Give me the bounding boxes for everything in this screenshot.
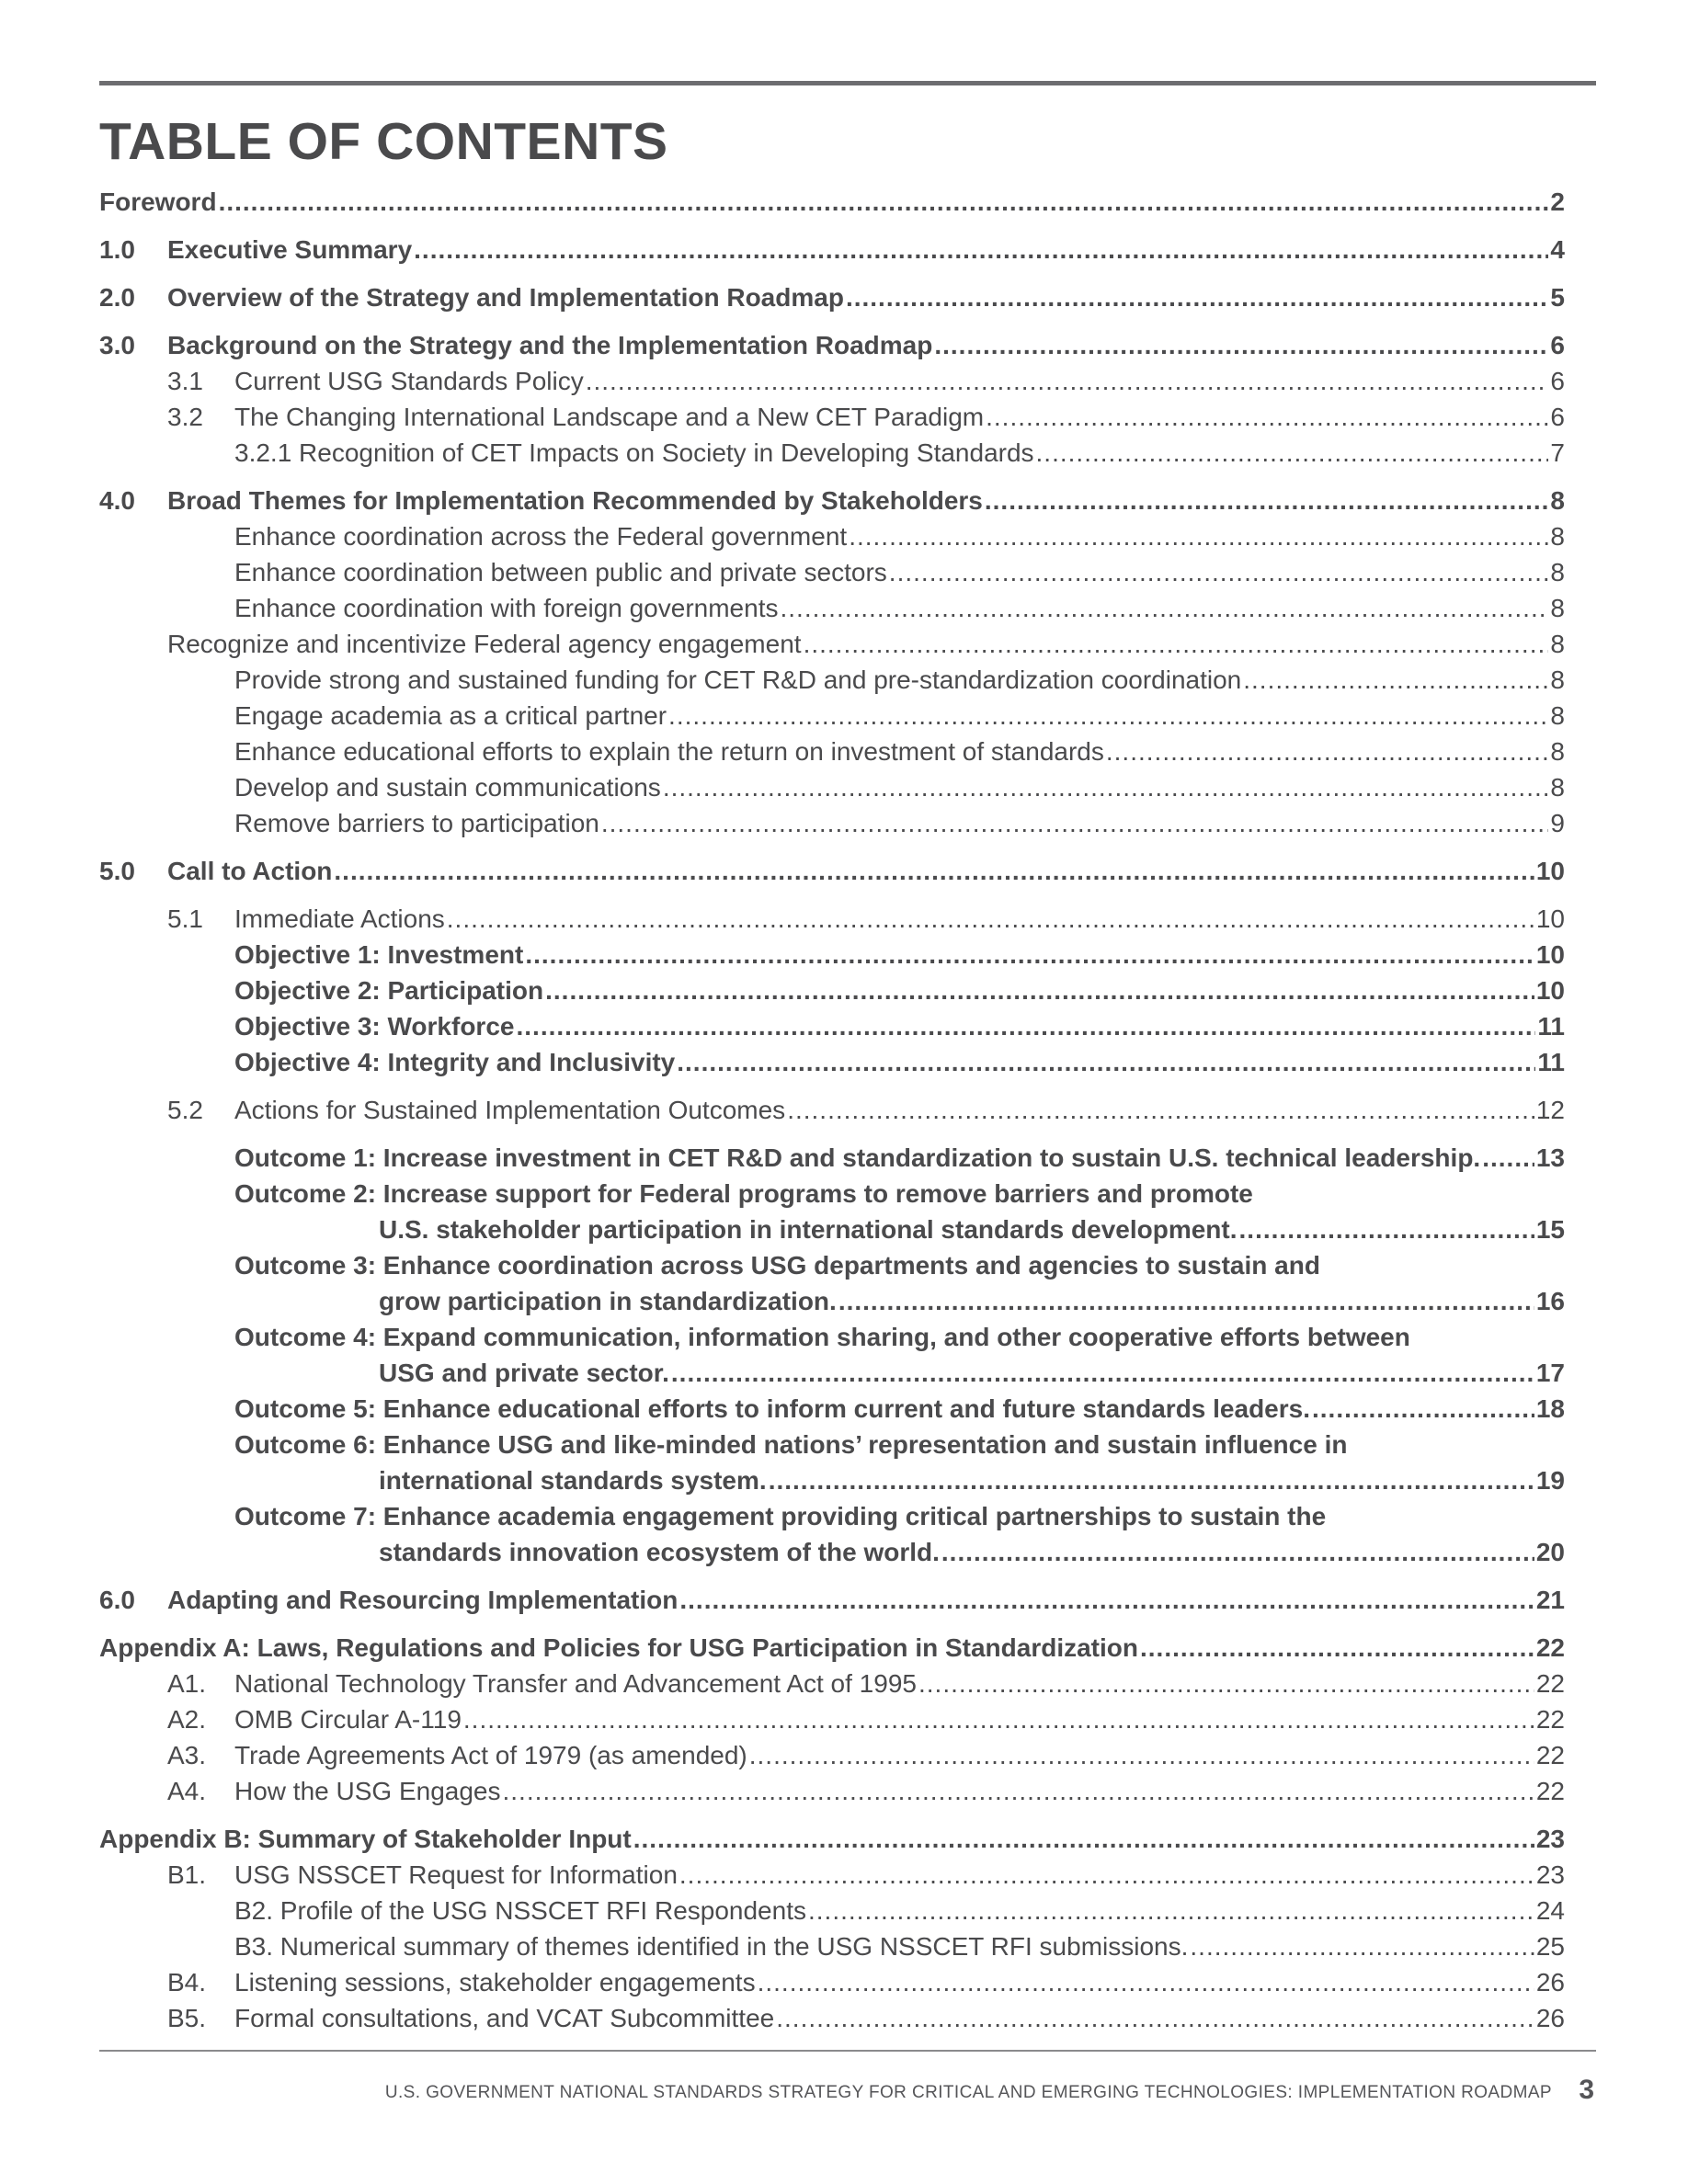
toc-entry-page: 12 (1535, 1096, 1565, 1124)
toc-entry-page: 25 (1535, 1932, 1565, 1961)
toc-entry-page: 22 (1535, 1741, 1565, 1769)
toc-entry-title: Enhance coordination across the Federal government (234, 522, 848, 551)
toc-entry-title: Outcome 1: Increase investment in CET R&D and standardization to sustain U.S. technical leadership. (234, 1143, 1481, 1172)
toc-entry-page: 22 (1535, 1669, 1565, 1698)
toc-entry-title: standards innovation ecosystem of the world. (379, 1538, 940, 1566)
toc-entry-number: 6.0 (99, 1586, 135, 1614)
dot-leader (545, 973, 1534, 1008)
toc-entry-title: Provide strong and sustained funding for CET R&D and pre-standardization coordination (234, 665, 1242, 694)
toc-entry-number: 5.0 (99, 857, 135, 885)
toc-entry-page: 8 (1550, 558, 1565, 586)
toc-entry-page: 24 (1535, 1896, 1565, 1925)
toc-entry[interactable] (99, 1928, 1565, 1964)
dot-leader (758, 1964, 1534, 2000)
dot-leader (633, 1821, 1534, 1857)
dot-leader (334, 853, 1534, 889)
dot-leader (677, 1044, 1535, 1080)
toc-entry-title: Background on the Strategy and the Implementation Roadmap (167, 331, 933, 359)
dot-leader (941, 1534, 1534, 1570)
toc-entry-page: 6 (1550, 403, 1565, 431)
toc-entry-page: 20 (1535, 1538, 1565, 1566)
toc-entry-title: How the USG Engages (234, 1777, 501, 1805)
dot-leader (525, 937, 1534, 973)
dot-leader (985, 483, 1549, 518)
toc-entry-page: 26 (1535, 1968, 1565, 1996)
toc-entry-title: grow participation in standardization. (379, 1287, 837, 1315)
toc-entry-title: OMB Circular A-119 (234, 1705, 462, 1734)
toc-entry-page: 8 (1550, 594, 1565, 622)
dot-leader (679, 1582, 1534, 1618)
toc-entry-page: 6 (1550, 367, 1565, 395)
toc-entry[interactable] (99, 937, 1565, 973)
dot-leader (668, 698, 1548, 734)
dot-leader (601, 805, 1549, 841)
toc-entry-number: 3.2 (167, 403, 203, 431)
toc-entry-title: 3.2.1 Recognition of CET Impacts on Society in Developing Standards (234, 438, 1034, 467)
toc-entry-title: Call to Action (167, 857, 333, 885)
toc-entry[interactable] (99, 1211, 1565, 1247)
toc-entry[interactable] (99, 734, 1565, 769)
toc-entry[interactable] (99, 518, 1565, 554)
toc-entry-title: Current USG Standards Policy (234, 367, 584, 395)
toc-entry-page: 5 (1550, 283, 1565, 312)
dot-leader (776, 2000, 1534, 2036)
toc-entry[interactable] (99, 1283, 1565, 1319)
toc-entry-title: Formal consultations, and VCAT Subcommittee (234, 2004, 775, 2032)
dot-leader (1190, 1928, 1534, 1964)
toc-entry[interactable] (99, 626, 1565, 662)
toc-entry-number: 4.0 (99, 486, 135, 515)
toc-entry-page: 19 (1535, 1466, 1565, 1495)
toc-entry-title: Enhance coordination between public and private sectors (234, 558, 887, 586)
dot-leader (671, 1355, 1534, 1391)
top-rule (99, 81, 1596, 85)
toc-entry-title: Outcome 7: Enhance academia engagement providing critical partnerships to sustain the (234, 1502, 1327, 1530)
toc-entry[interactable] (99, 1427, 1565, 1462)
dot-leader (849, 518, 1548, 554)
toc-entry[interactable] (99, 590, 1565, 626)
toc-entry-page: 8 (1550, 665, 1565, 694)
toc-entry-title: B3. Numerical summary of themes identified in the USG NSSCET RFI submissions. (234, 1932, 1189, 1961)
toc-entry[interactable] (99, 805, 1565, 841)
dot-leader (808, 1893, 1534, 1928)
toc-entry-title: The Changing International Landscape and a New CET Paradigm (234, 403, 985, 431)
toc-entry-title: U.S. stakeholder participation in international standards development. (379, 1215, 1237, 1244)
toc-entry[interactable] (99, 973, 1565, 1008)
toc-entry-page: 6 (1550, 331, 1565, 359)
toc-entry[interactable] (99, 1176, 1565, 1211)
toc-entry[interactable] (99, 1247, 1565, 1283)
dot-leader (663, 769, 1549, 805)
toc-entry-title: Objective 3: Workforce (234, 1012, 515, 1041)
dot-leader (780, 590, 1548, 626)
dot-leader (1243, 662, 1548, 698)
dot-leader (219, 184, 1549, 220)
toc-entry-title: Adapting and Resourcing Implementation (167, 1586, 679, 1614)
toc-entry[interactable] (99, 1534, 1565, 1570)
toc-entry[interactable] (99, 853, 1565, 889)
toc-entry-page: 10 (1535, 904, 1565, 933)
toc-entry[interactable] (99, 483, 1565, 518)
toc-entry-page: 22 (1535, 1705, 1565, 1734)
toc-entry[interactable] (99, 554, 1565, 590)
toc-entry[interactable] (99, 232, 1565, 267)
dot-leader (1482, 1140, 1534, 1176)
dot-leader (787, 1092, 1534, 1128)
toc-entry-page: 10 (1535, 940, 1565, 969)
toc-entry-number: B4. (167, 1968, 207, 1996)
toc-entry-title: Immediate Actions (234, 904, 445, 933)
dot-leader (986, 399, 1548, 435)
toc-entry-title: Outcome 5: Enhance educational efforts to inform current and future standards leaders. (234, 1394, 1310, 1423)
toc-entry-number: 1.0 (99, 235, 135, 264)
toc-entry[interactable] (99, 1008, 1565, 1044)
toc-entry-page: 4 (1550, 235, 1565, 264)
dot-leader (1239, 1211, 1534, 1247)
dot-leader (889, 554, 1549, 590)
toc-entry-page: 11 (1537, 1012, 1565, 1041)
toc-entry[interactable] (99, 363, 1565, 399)
toc-entry[interactable] (99, 279, 1565, 315)
toc-entry[interactable] (99, 1092, 1565, 1128)
toc-entry[interactable] (99, 1462, 1565, 1498)
toc-entry-title: National Technology Transfer and Advancement Act of 1995 (234, 1669, 917, 1698)
page-title: TABLE OF CONTENTS (99, 112, 668, 171)
toc-entry[interactable] (99, 698, 1565, 734)
toc-entry-title: Outcome 6: Enhance USG and like-minded nations’ representation and sustain influence in (234, 1430, 1348, 1459)
toc-entry-page: 10 (1535, 976, 1565, 1005)
toc-entry[interactable] (99, 1355, 1565, 1391)
dot-leader (918, 1666, 1534, 1701)
toc-entry-number: B1. (167, 1860, 207, 1889)
toc-entry-page: 8 (1550, 737, 1565, 766)
toc-entry[interactable] (99, 1857, 1565, 1893)
toc-entry[interactable] (99, 1666, 1565, 1701)
dot-leader (1106, 734, 1549, 769)
toc-entry-page: 22 (1535, 1777, 1565, 1805)
dot-leader (447, 901, 1534, 937)
toc-entry-number: 2.0 (99, 283, 135, 312)
dot-leader (463, 1701, 1534, 1737)
toc-entry-title: Objective 2: Participation (234, 976, 544, 1005)
toc-entry-page: 7 (1550, 438, 1565, 467)
toc-entry-number: 5.1 (167, 904, 203, 933)
toc-entry-page: 10 (1535, 857, 1565, 885)
toc-entry-page: 15 (1535, 1215, 1565, 1244)
toc-entry-page: 23 (1535, 1860, 1565, 1889)
toc-entry[interactable] (99, 1319, 1565, 1355)
toc-entry[interactable] (99, 901, 1565, 937)
toc-entry-number: A4. (167, 1777, 207, 1805)
toc-entry-number: 5.2 (167, 1096, 203, 1124)
toc-entry-title: B2. Profile of the USG NSSCET RFI Respondents (234, 1896, 806, 1925)
toc-entry-page: 17 (1535, 1359, 1565, 1387)
dot-leader (679, 1857, 1534, 1893)
toc-entry-number: A3. (167, 1741, 207, 1769)
toc-entry-number: A2. (167, 1705, 207, 1734)
dot-leader (516, 1008, 1535, 1044)
toc-entry[interactable] (99, 399, 1565, 435)
toc-entry[interactable] (99, 662, 1565, 698)
toc-entry-title: Foreword (99, 188, 217, 216)
toc-entry[interactable] (99, 2000, 1565, 2036)
toc-entry-title: Engage academia as a critical partner (234, 701, 667, 730)
toc-entry[interactable] (99, 1582, 1565, 1618)
toc-entry[interactable] (99, 1630, 1565, 1666)
toc-entry[interactable] (99, 769, 1565, 805)
toc-entry[interactable] (99, 1391, 1565, 1427)
toc-entry[interactable] (99, 1498, 1565, 1534)
page-number: 3 (1579, 2075, 1594, 2105)
toc-entry-title: Appendix B: Summary of Stakeholder Input (99, 1825, 632, 1853)
dot-leader (586, 363, 1549, 399)
toc-entry-number: 3.1 (167, 367, 203, 395)
toc-entry-title: USG and private sector. (379, 1359, 669, 1387)
dot-leader (414, 232, 1548, 267)
toc-entry-page: 8 (1550, 773, 1565, 802)
toc-entry-title: Objective 4: Integrity and Inclusivity (234, 1048, 676, 1076)
footer-rule (99, 2050, 1596, 2052)
dot-leader (749, 1737, 1534, 1773)
toc-entry[interactable] (99, 1893, 1565, 1928)
toc-entry[interactable] (99, 1737, 1565, 1773)
toc-entry[interactable] (99, 1821, 1565, 1857)
toc-entry-page: 13 (1535, 1143, 1565, 1172)
dot-leader (503, 1773, 1534, 1809)
toc-entry-page: 8 (1550, 522, 1565, 551)
toc-entry-title: Develop and sustain communications (234, 773, 661, 802)
toc-entry-page: 16 (1535, 1287, 1565, 1315)
toc-entry-title: Outcome 4: Expand communication, information sharing, and other cooperative efforts between (234, 1323, 1410, 1351)
dot-leader (1312, 1391, 1534, 1427)
footer-text: U.S. GOVERNMENT NATIONAL STANDARDS STRATEGY FOR CRITICAL AND EMERGING TECHNOLOGIES: IMPLEMENTATION ROADMAP (384, 2083, 1552, 2102)
dot-leader (804, 626, 1549, 662)
toc-entry-title: USG NSSCET Request for Information (234, 1860, 678, 1889)
toc-entry-title: international standards system. (379, 1466, 767, 1495)
toc-entry[interactable] (99, 435, 1565, 471)
toc-entry-title: Enhance coordination with foreign governments (234, 594, 779, 622)
toc-entry-number: 3.0 (99, 331, 135, 359)
toc-entry-title: Recognize and incentivize Federal agency engagement (167, 630, 802, 658)
toc-entry-title: Outcome 3: Enhance coordination across USG departments and agencies to sustain and (234, 1251, 1320, 1280)
toc-entry[interactable] (99, 184, 1565, 220)
dot-leader (769, 1462, 1534, 1498)
toc-entry-title: Appendix A: Laws, Regulations and Policies for USG Participation in Standardization (99, 1633, 1138, 1662)
toc-entry-page: 9 (1550, 809, 1565, 837)
toc-entry-page: 23 (1535, 1825, 1565, 1853)
toc-list (99, 184, 1565, 2036)
toc-entry-title: Remove barriers to participation (234, 809, 599, 837)
dot-leader (1036, 435, 1549, 471)
toc-entry-page: 21 (1535, 1586, 1565, 1614)
toc-entry-page: 8 (1550, 486, 1565, 515)
toc-entry-title: Executive Summary (167, 235, 413, 264)
toc-entry-page: 11 (1537, 1048, 1565, 1076)
toc-entry[interactable] (99, 1773, 1565, 1809)
toc-entry-page: 22 (1535, 1633, 1565, 1662)
toc-entry-number: A1. (167, 1669, 207, 1698)
toc-entry-page: 8 (1550, 630, 1565, 658)
toc-entry[interactable] (99, 1044, 1565, 1080)
dot-leader (934, 327, 1548, 363)
toc-entry-title: Broad Themes for Implementation Recommended by Stakeholders (167, 486, 983, 515)
toc-entry-number: B5. (167, 2004, 207, 2032)
dot-leader (846, 279, 1548, 315)
toc-entry[interactable] (99, 1140, 1565, 1176)
dot-leader (838, 1283, 1534, 1319)
toc-entry[interactable] (99, 1701, 1565, 1737)
toc-entry-title: Enhance educational efforts to explain the return on investment of standards (234, 737, 1104, 766)
toc-entry-title: Overview of the Strategy and Implementation Roadmap (167, 283, 844, 312)
toc-entry-title: Outcome 2: Increase support for Federal programs to remove barriers and promote (234, 1179, 1253, 1208)
toc-entry-title: Actions for Sustained Implementation Outcomes (234, 1096, 786, 1124)
toc-entry-title: Listening sessions, stakeholder engagements (234, 1968, 756, 1996)
toc-entry[interactable] (99, 1964, 1565, 2000)
toc-entry[interactable] (99, 327, 1565, 363)
toc-entry-page: 18 (1535, 1394, 1565, 1423)
dot-leader (1140, 1630, 1534, 1666)
toc-entry-page: 8 (1550, 701, 1565, 730)
toc-entry-page: 26 (1535, 2004, 1565, 2032)
toc-entry-page: 2 (1550, 188, 1565, 216)
toc-entry-title: Objective 1: Investment (234, 940, 524, 969)
toc-entry-title: Trade Agreements Act of 1979 (as amended) (234, 1741, 747, 1769)
